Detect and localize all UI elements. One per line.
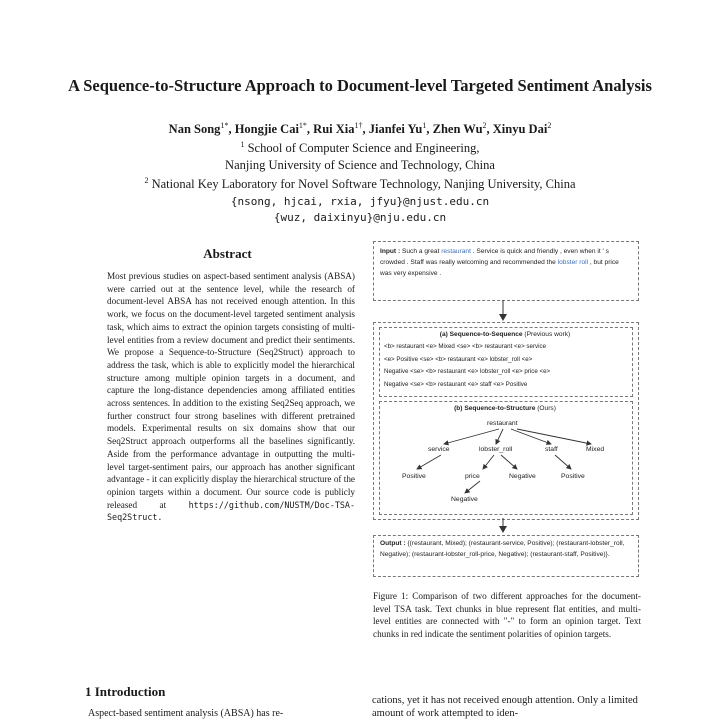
down-arrow-icon [497,300,509,322]
tree-node: price [465,473,480,480]
tree-node: Mixed [586,446,605,453]
tree-node: Negative [509,473,536,480]
author-name: Rui Xia [313,122,355,137]
tree-node: Positive [402,473,426,480]
affiliation-2: $^2$ National Key Laboratory for Novel Software Technology, Nanjing University, China [144,176,576,192]
author-name: Xinyu Dai [492,122,548,137]
tree-node-root: restaurant [487,420,518,427]
email-line-1: {nsong, hjcai, rxia, jfyu}@njust.edu.cn [230,195,490,208]
seq2seq-title: (a) Sequence-to-Sequence (Previous work) [439,331,571,338]
tree-node: Positive [561,473,585,480]
input-text: Input : Such a great restaurant . Service is quick and friendly , even when it ' s crowded . Staff was really welcoming and recommended the lobster roll , but price was very expensive . [380,248,619,277]
email-line-2: {wuz, daixinyu}@nju.edu.cn [273,211,447,224]
author-name: Hongjie Cai [234,122,299,137]
tree-node: lobster_roll [479,446,513,453]
right-column-text: cations, yet it has not received enough attention. Only a limited amount of work attempted to iden- [372,695,638,719]
output-text: Output : {(restaurant, Mixed); (restaurant-service, Positive); (restaurant-lobster_roll, Negative); (restaurant-lobster_roll-price, Negative); (restaurant-staff, Positive)}. [380,540,625,558]
author-name: Jianfei Yu [368,122,423,137]
affiliation-1-line2: Nanjing University of Science and Technology, China [225,158,495,172]
tree-node: Negative [451,496,478,503]
abstract-body: Most previous studies on aspect-based sentiment analysis (ABSA) were carried out at the sentence level, while the research of document-level ABSA has not received enough attention. In this work, we focus on the document-level targeted sentiment analysis task, which aims to extract the opinion targets consisting of multi-level entities from a review document and predict their sentiments. We propose a Sequence-to-Structure (Seq2Struct) approach to address the task, which is able to explicitly model the hierarchical structure among multiple opinion targets in a document, and capture the long-distance dependencies among affiliated entities across sentences. In addition to the existing Seq2Seq approach, we further construct four strong baselines with different pretrained models. Experimental results on six domains show that our Seq2Struct approach outperforms all the baselines significantly. Aside from the performance advantage in outputting the multi-level target-sentiment pairs, our approach has another significant advantage - it can explicitly display the hierarchical structure of the opinion targets within a document. Our source code is publicly released at https://github.com/NUSTM/Doc-TSA-Seq2Struct. [107,271,355,523]
author-list: Nan Song$^{1*}$, Hongjie Cai$^{1*}$, Rui Xia$^{1\dagger}$, Jianfei Yu$^1$, Zhen Wu$^2$, Xinyu Dai$^2$ [168,121,552,137]
figure-caption: Figure 1: Comparison of two different approaches for the document-level TSA task. Text chunks in blue represent flat entities, and multi-level entities are connected with "-" to form an opinion target. Text chunks in red indicate the sentiment polarities of opinion targets. [373,591,641,640]
author-name: Zhen Wu [432,122,483,137]
abstract-heading: Abstract [203,246,252,261]
code-url[interactable]: https://github.com/NUSTM/Doc-TSA-Seq2Struct. [107,499,355,523]
tree-node: service [428,446,450,453]
tree-node: staff [545,446,558,453]
seq2struct-title: (b) Sequence-to-Structure (Ours) [454,405,556,412]
author-name: Nan Song [168,122,221,137]
down-arrow-icon [497,518,509,534]
section-heading: 1 Introduction [85,684,166,699]
paper-title: A Sequence-to-Structure Approach to Document-level Targeted Sentiment Analysis [68,76,652,95]
seq2seq-output: <b> restaurant <e> Mixed <se> <b> restaurant <e> service <e> Positive <se> <b> restaurant <e> lobster_roll <e> Negative <se> <b> restaurant <e> lobster_roll <e> price <e> Negative <se> <b> restaurant <e> staff <e> Positive [384,343,551,388]
section-body: Aspect-based sentiment analysis (ABSA) has re- [88,708,284,719]
affiliation-1: $^1$ School of Computer Science and Engineering, [240,140,480,156]
